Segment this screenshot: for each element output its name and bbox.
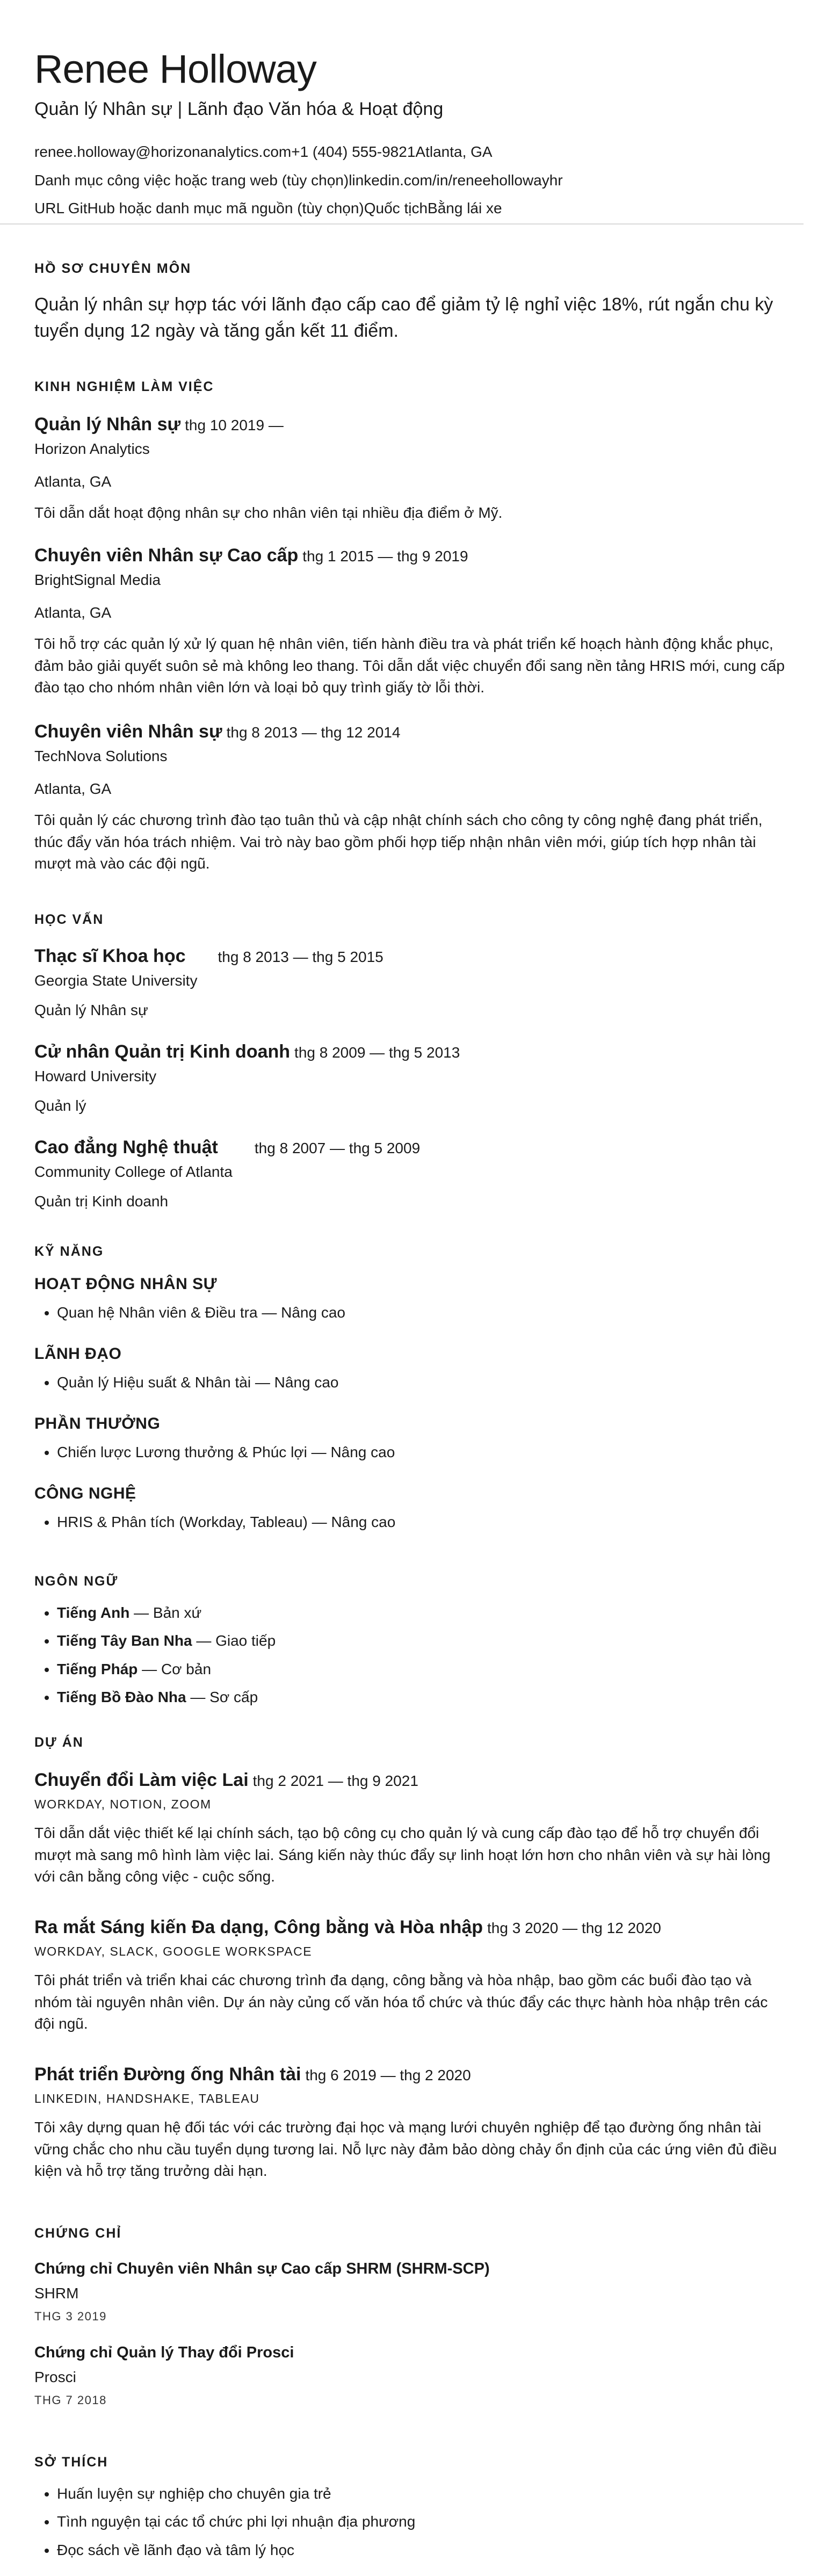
project-dates: thg 2 2021 — thg 9 2021 (252, 1772, 418, 1789)
certification-entry (34, 2343, 791, 2407)
skill-item: • HRIS & Phân tích (Workday, Tableau) — Nâng cao (57, 1513, 791, 1532)
certification-issuer: SHRM (34, 2284, 79, 2302)
project-entry (34, 1768, 791, 1888)
skill-item: • Quan hệ Nhân viên & Điều tra — Nâng cao (57, 1303, 791, 1322)
job-description: Tôi hỗ trợ các quản lý xử lý quan hệ nhân viên, tiến hành điều tra và phát triển kế hoạch hành động khắc phục, đảm bảo giải quyết suôn sẻ mà không leo thang. Tôi dẫn dắt việc chuyển đổi sang nền tảng HRIS mới, cung cấp đào tạo cho nhóm nhân viên lớn và loại bỏ quy trình giấy tờ lỗi thời. (34, 635, 785, 696)
portfolio-label: Danh mục công việc hoặc trang web (tùy chọn) (34, 171, 349, 189)
degree-name: Thạc sĩ Khoa học (34, 946, 186, 966)
skill-group (34, 1485, 791, 1532)
project-name: Phát triển Đường ống Nhân tài (34, 2064, 301, 2085)
education-entry (34, 1135, 791, 1211)
language-level: — Bản xứ (129, 1604, 202, 1621)
job-role: Chuyên viên Nhân sự (34, 721, 222, 742)
experience-entry (34, 413, 791, 524)
skill-category: PHẦN THƯỞNG (34, 1415, 161, 1432)
skills-section (34, 1244, 791, 1260)
contact-line-3 (34, 199, 791, 218)
experience-section (34, 379, 791, 395)
education-title: HỌC VẤN (34, 912, 104, 927)
skill-group (34, 1415, 791, 1462)
project-dates: thg 6 2019 — thg 2 2020 (305, 2067, 471, 2083)
degree-dates: thg 8 2009 — thg 5 2013 (294, 1044, 460, 1061)
certifications-section (34, 2226, 791, 2241)
project-dates: thg 3 2020 — thg 12 2020 (487, 1920, 661, 1936)
education-entry (34, 1040, 791, 1116)
language-name: Tiếng Bồ Đào Nha (57, 1689, 186, 1706)
language-item (57, 1660, 791, 1679)
languages-section (34, 1574, 791, 1707)
project-entry (34, 1915, 791, 2035)
job-dates: thg 8 2013 — thg 12 2014 (226, 724, 401, 741)
interests-title: SỞ THÍCH (34, 2455, 108, 2470)
github-label: URL GitHub hoặc danh mục mã nguồn (tùy chọn) (34, 200, 364, 217)
skill-item: • Chiến lược Lương thưởng & Phúc lợi — Nâng cao (57, 1443, 791, 1462)
candidate-name: Renee Holloway (34, 47, 316, 91)
summary-title: HỒ SƠ CHUYÊN MÔN (34, 261, 192, 276)
certification-date: THG 3 2019 (34, 2309, 107, 2323)
skills-title: KỸ NĂNG (34, 1244, 104, 1259)
degree-dates: thg 8 2013 — thg 5 2015 (218, 949, 383, 965)
project-tags: WORKDAY, NOTION, ZOOM (34, 1797, 212, 1812)
skill-category: HOẠT ĐỘNG NHÂN SỰ (34, 1275, 218, 1293)
language-level: — Sơ cấp (186, 1689, 258, 1706)
resume-header (34, 0, 791, 225)
job-role: Chuyên viên Nhân sự Cao cấp (34, 545, 299, 566)
languages-list (34, 1603, 791, 1707)
summary-text: Quản lý nhân sự hợp tác với lãnh đạo cấp cao để giảm tỷ lệ nghỉ việc 18%, rút ngắn chu kỳ tuyển dụng 12 ngày và tăng gắn kết 11 điểm. (34, 294, 773, 342)
certification-name: Chứng chỉ Chuyên viên Nhân sự Cao cấp SHRM (SHRM-SCP) (34, 2260, 490, 2277)
job-location: Atlanta, GA (34, 780, 112, 797)
citizenship: Quốc tịch (364, 200, 428, 217)
contact-line-2 (34, 171, 791, 190)
school-name: Howard University (34, 1068, 157, 1085)
project-entry (34, 2063, 791, 2182)
job-role: Quản lý Nhân sự (34, 414, 181, 435)
interest-item: • Đọc sách về lãnh đạo và tâm lý học (57, 2541, 791, 2560)
job-location: Atlanta, GA (34, 473, 112, 490)
project-description: Tôi xây dựng quan hệ đối tác với các trường đại học và mạng lưới chuyên nghiệp để tạo đường ống nhân tài vững chắc cho nhu cầu tuyển dụng tương lai. Nỗ lực này đảm bảo dòng chảy ổn định của các ứng viên đủ điều kiện và hỗ trợ tăng trưởng dài hạn. (34, 2119, 777, 2180)
interest-item: • Tình nguyện tại các tổ chức phi lợi nhuận địa phương (57, 2512, 791, 2531)
skill-group (34, 1345, 791, 1392)
email-link[interactable]: renee.holloway@horizonanalytics.com (34, 143, 292, 161)
field-of-study: Quản lý Nhân sự (34, 1001, 148, 1018)
certification-date: THG 7 2018 (34, 2393, 107, 2407)
job-location: Atlanta, GA (34, 604, 112, 621)
candidate-headline: Quản lý Nhân sự | Lãnh đạo Văn hóa & Hoạt động (34, 99, 444, 120)
project-description: Tôi phát triển và triển khai các chương trình đa dạng, công bằng và hòa nhập, bao gồm các buổi đào tạo và nhóm tài nguyên nhân viên. Dự án này củng cố văn hóa tổ chức và thúc đẩy các thực hành hòa nhập trên các đội ngũ. (34, 1972, 768, 2032)
project-name: Chuyển đổi Làm việc Lai (34, 1770, 249, 1790)
experience-title: KINH NGHIỆM LÀM VIỆC (34, 379, 214, 394)
field-of-study: Quản lý (34, 1097, 86, 1114)
summary-section (34, 261, 791, 345)
school-name: Community College of Atlanta (34, 1163, 233, 1181)
job-dates: thg 1 2015 — thg 9 2019 (302, 548, 468, 565)
interest-item: • Huấn luyện sự nghiệp cho chuyên gia trẻ (57, 2484, 791, 2503)
header-divider (0, 223, 804, 225)
language-name: Tiếng Tây Ban Nha (57, 1632, 192, 1649)
phone-number: +1 (404) 555-9821 (291, 143, 416, 161)
job-description: Tôi quản lý các chương trình đào tạo tuân thủ và cập nhật chính sách cho công ty công nghệ đang phát triển, thúc đẩy văn hóa trách nhiệm. Vai trò này bao gồm phối hợp tiếp nhận nhân viên mới, giúp tích hợp nhân tài mượt mà vào các đội ngũ. (34, 811, 763, 872)
certification-entry (34, 2259, 791, 2324)
certification-issuer: Prosci (34, 2368, 76, 2385)
job-dates: thg 10 2019 — (185, 417, 284, 433)
project-name: Ra mắt Sáng kiến Đa dạng, Công bằng và Hòa nhập (34, 1917, 483, 1937)
skill-category: LÃNH ĐẠO (34, 1345, 122, 1363)
languages-title: NGÔN NGỮ (34, 1574, 119, 1589)
certification-name: Chứng chỉ Quản lý Thay đổi Prosci (34, 2344, 294, 2361)
language-name: Tiếng Pháp (57, 1660, 138, 1677)
company-name: Horizon Analytics (34, 440, 150, 458)
projects-section (34, 1735, 791, 1750)
drivers-license: Bằng lái xe (428, 200, 502, 217)
location: Atlanta, GA (415, 143, 493, 161)
project-tags: WORKDAY, SLACK, GOOGLE WORKSPACE (34, 1944, 313, 1959)
experience-entry (34, 720, 791, 875)
interests-section (34, 2455, 791, 2560)
language-item (57, 1631, 791, 1651)
language-name: Tiếng Anh (57, 1604, 130, 1621)
education-section (34, 912, 791, 928)
language-item (57, 1688, 791, 1707)
skill-category: CÔNG NGHỆ (34, 1485, 136, 1502)
projects-title: DỰ ÁN (34, 1735, 84, 1750)
project-tags: LINKEDIN, HANDSHAKE, TABLEAU (34, 2092, 260, 2106)
education-entry (34, 944, 791, 1020)
degree-dates: thg 8 2007 — thg 5 2009 (254, 1140, 421, 1156)
field-of-study: Quản trị Kinh doanh (34, 1192, 169, 1210)
degree-name: Cao đẳng Nghệ thuật (34, 1137, 218, 1157)
interests-list (34, 2484, 791, 2560)
job-description: Tôi dẫn dắt hoạt động nhân sự cho nhân viên tại nhiều địa điểm ở Mỹ. (34, 504, 503, 521)
contact-line-1 (34, 142, 791, 162)
degree-name: Cử nhân Quản trị Kinh doanh (34, 1041, 291, 1062)
skill-group (34, 1275, 791, 1322)
school-name: Georgia State University (34, 972, 198, 989)
language-level: — Cơ bản (138, 1660, 212, 1677)
linkedin-link[interactable]: linkedin.com/in/reneehollowayhr (349, 171, 563, 189)
company-name: TechNova Solutions (34, 748, 168, 765)
certifications-title: CHỨNG CHỈ (34, 2226, 122, 2241)
language-item (57, 1603, 791, 1623)
language-level: — Giao tiếp (192, 1632, 276, 1649)
experience-entry (34, 544, 791, 699)
project-description: Tôi dẫn dắt việc thiết kế lại chính sách, tạo bộ công cụ cho quản lý và cung cấp đào tạo để hỗ trợ chuyển đổi mượt mà sang mô hình làm việc lai. Sáng kiến này thúc đẩy sự linh hoạt lớn hơn cho nhân viên và sự hài lòng với cân bằng công việc - cuộc sống. (34, 1825, 771, 1885)
skill-item: • Quản lý Hiệu suất & Nhân tài — Nâng cao (57, 1373, 791, 1392)
company-name: BrightSignal Media (34, 571, 161, 589)
